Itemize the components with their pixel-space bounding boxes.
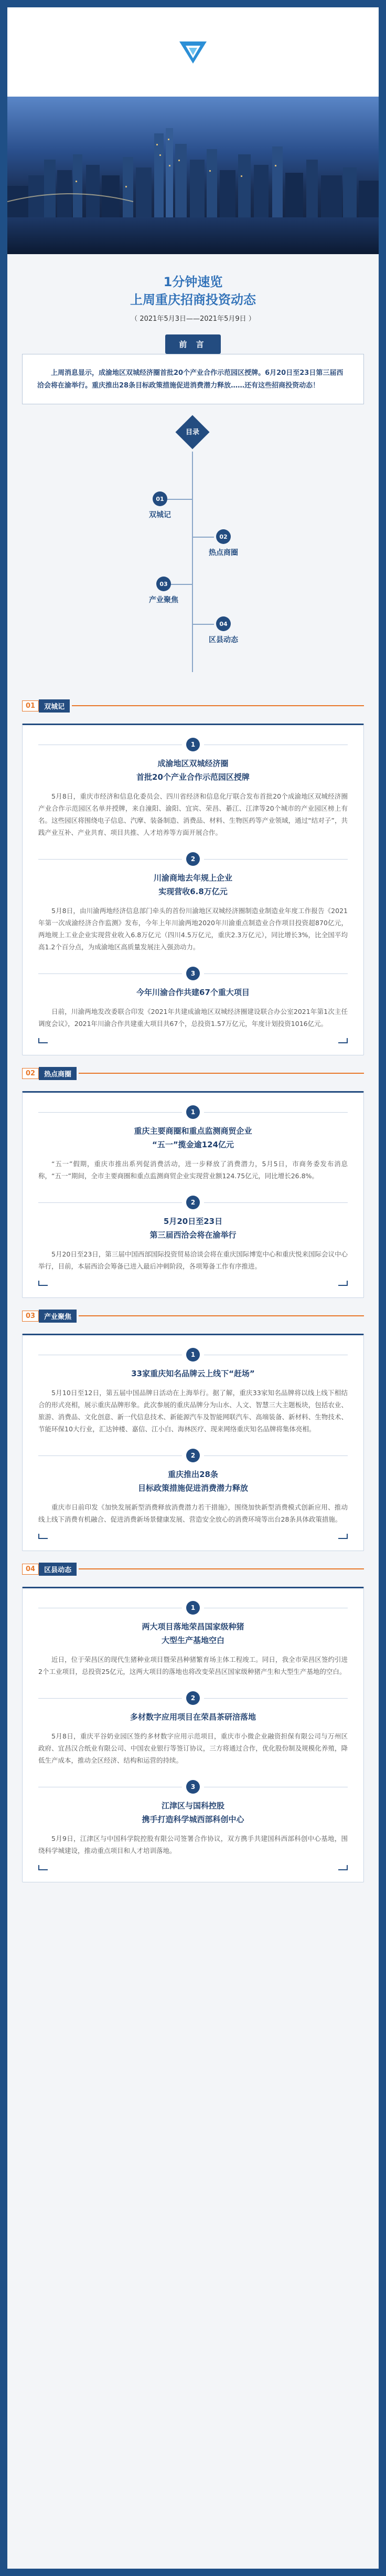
item-num-row <box>38 738 348 751</box>
item-body: 5月20日至23日，第三届中国西部国际投资贸易洽谈会将在重庆国际博览中心和重庆悦来国际会议中心举行，目前，本届西洽会筹备已进入最后冲刺阶段，各项筹备工作有序推进。 <box>38 1250 348 1270</box>
section-card-3 <box>22 1334 364 1551</box>
rule <box>38 859 182 860</box>
item-num-row <box>38 1449 348 1462</box>
toc-label: 目录 <box>185 428 199 436</box>
item-body: 5月8日，重庆平谷奶业园区签约多材数字应用示范项目，重庆市小微企业融资担保有限公司与万州区政府、宜昌汉合纸业有限公司、中国农业银行等签订协议，三方将通过合作，优化股份制及规模化养殖，降低生产成本，推动全区经济、结构和运营的持续。 <box>38 1732 348 1764</box>
rule <box>204 1202 348 1203</box>
item-title: 33家重庆知名品牌云上线下“赶场” <box>131 1369 255 1378</box>
news-item <box>38 852 348 953</box>
toc-item-2[interactable] <box>209 529 238 558</box>
city-skyline-image <box>7 123 379 217</box>
rule <box>38 1112 182 1113</box>
item-title: 重庆主要商圈和重点监测商贸企业 “五一”揽金逾124亿元 <box>134 1126 252 1149</box>
section-num: 01 <box>22 700 39 711</box>
river-water <box>7 217 379 254</box>
corner-decoration <box>38 1036 348 1043</box>
toc-item-1[interactable] <box>149 491 171 520</box>
item-num: 1 <box>186 1601 200 1615</box>
item-num: 3 <box>186 967 200 980</box>
item-num: 2 <box>186 1196 200 1209</box>
toc-text: 双城记 <box>149 511 171 519</box>
section-tag <box>22 1067 79 1080</box>
item-body: 5月9日，江津区与中国科学院控股有限公司签署合作协议，双方携手共建国科西部科创中心基地，围绕科学城建设，推动重点项目和人才培训落地。 <box>38 1835 348 1855</box>
news-item <box>38 1601 348 1678</box>
logo-area <box>7 7 379 97</box>
corner-decoration <box>38 1532 348 1539</box>
rule <box>204 1698 348 1699</box>
item-title: 重庆推出28条 目标政策措施促进消费潜力释放 <box>137 1470 248 1493</box>
section-tag <box>22 1563 79 1576</box>
item-num: 1 <box>186 1105 200 1119</box>
news-item <box>38 1348 348 1435</box>
section-name: 产业聚焦 <box>39 1310 77 1323</box>
news-item <box>38 967 348 1030</box>
brand-logo-icon <box>177 36 209 68</box>
rule <box>204 1112 348 1113</box>
toc-item-4[interactable] <box>209 616 238 645</box>
item-body: 5月8日，重庆市经济和信息化委员会、四川省经济和信息化厅联合发布首批20个成渝地区双城经济圈产业合作示范园区名单并授牌，来自潼阳、渝阳、宜宾、荣昌、綦江、江津等20个城市的产业园区榜上有名。这些园区将围绕电子信息、汽摩、装备制造、消费品、材料、生物医药等产业领域，通过“结对子”，共践产业互补、产业共育、项目共推、人才培养等方面开展合作。 <box>38 792 348 836</box>
item-num: 2 <box>186 852 200 866</box>
news-item <box>38 1691 348 1766</box>
preface-label: 前 言 <box>165 334 220 354</box>
section-header-3 <box>22 1305 364 1326</box>
item-title: 川渝商地去年规上企业 实现营收6.8万亿元 <box>153 873 232 896</box>
rule <box>38 1698 182 1699</box>
item-num: 2 <box>186 1449 200 1462</box>
section-card-1 <box>22 724 364 1055</box>
section-tag <box>22 699 72 713</box>
item-num: 3 <box>186 1780 200 1794</box>
item-num-row <box>38 1780 348 1794</box>
rule <box>38 1455 182 1456</box>
section-name: 区县动态 <box>39 1563 77 1576</box>
corner-decoration <box>38 1279 348 1286</box>
rule <box>38 1202 182 1203</box>
item-title: 5月20日至23日 第三届西洽会将在渝举行 <box>149 1217 237 1240</box>
item-num-row <box>38 852 348 866</box>
item-title: 两大项目落地荣昌国家级种猪 大型生产基地空白 <box>142 1622 244 1645</box>
corner-decoration <box>38 1863 348 1870</box>
preface-text: 上周消息显示，成渝地区双城经济圈首批20个产业合作示范园区授牌。6月20日至23日第三届西洽会将在渝举行。重庆推出28条目标政策措施促进消费潜力释放……还有这些招商投资动态！ <box>22 354 364 404</box>
item-body: 5月10日至12日，第五届中国品牌日活动在上海举行。据了解，重庆33家知名品牌将以线上线下相结合的形式亮相，展示重庆品牌形象。此次参展的重庆品牌分为山水、人文、智慧三大主题板块，包括农业、旅游、消费品、文化创意、新一代信息技术、新能源汽车及智能网联汽车、高端装备、新材料、生物技术、节能环保10大行业，汇达钟楼、嘉信、江小白、海林医疗、现来网络重庆知名品牌将集体亮相。 <box>38 1389 348 1433</box>
toc-num: 02 <box>216 529 231 544</box>
title-block <box>7 254 379 330</box>
item-title: 多材数字应用项目在荣昌茶研涪落地 <box>130 1712 256 1722</box>
news-item <box>38 1780 348 1857</box>
item-title: 今年川渝合作共建67个重大项目 <box>136 988 250 997</box>
toc-text: 产业聚焦 <box>149 596 178 604</box>
section-divider <box>22 705 364 706</box>
section-header-2 <box>22 1063 364 1084</box>
article-container <box>7 7 379 2569</box>
section-num: 02 <box>22 1068 39 1079</box>
toc-num: 01 <box>153 491 167 506</box>
section-header-4 <box>22 1558 364 1579</box>
rule <box>204 1455 348 1456</box>
title-line-1: 1分钟速览 <box>163 275 223 289</box>
toc-text: 区县动态 <box>209 636 238 644</box>
item-body: 5月8日，由川渝两地经济信息部门牵头的首份川渝地区双城经济圈制造业制造业年度工作报告《2021年第一次成渝经济合作监测》发布，今年上年川渝两地2020年川渝重点制造业合作项目投资超870亿元，两地规上工业企业实现营业收入6.8万亿元（四川4.5万亿元，重庆2.3万亿元），同比增长3%，比全国平均高1.2个百分点，为成渝地区高质量发展注入强劲动力。 <box>38 907 348 951</box>
section-header-1 <box>22 695 364 716</box>
news-item <box>38 738 348 839</box>
section-tag <box>22 1310 79 1323</box>
item-body: “五一”假期，重庆市推出系列促消费活动，进一步释放了消费潜力，5月5日，市商务委发布消息称，“五一”期间，全市主要商圈和重点监测商贸企业实现营业额124.75亿元，同比增长26.8%。 <box>38 1160 348 1180</box>
news-item <box>38 1105 348 1182</box>
section-name: 双城记 <box>39 699 70 713</box>
section-card-2 <box>22 1091 364 1298</box>
item-num-row <box>38 1105 348 1119</box>
item-title: 江津区与国科控股 携手打造科学城西部科创中心 <box>142 1801 244 1824</box>
item-num-row <box>38 1348 348 1362</box>
date-range: （ 2021年5月3日——2021年5月9日 ） <box>131 315 255 323</box>
item-title: 成渝地区双城经济圈 首批20个产业合作示范园区授牌 <box>136 759 250 782</box>
toc-num: 03 <box>156 577 171 591</box>
rule <box>204 973 348 974</box>
rule <box>204 859 348 860</box>
item-body: 日前，川渝两地发改委联合印发《2021年共建成渝地区双城经济圈建设联合办公室2021年第1次主任调度会议》，2021年川渝合作共建重大项目共67个，总投资1.57万亿元，年度计划投资1016亿元。 <box>38 1008 348 1028</box>
toc-num: 04 <box>216 616 231 631</box>
rule <box>38 973 182 974</box>
item-num-row <box>38 1691 348 1705</box>
toc-item-3[interactable] <box>149 577 178 605</box>
item-num: 2 <box>186 1691 200 1705</box>
news-item <box>38 1449 348 1525</box>
section-num: 04 <box>22 1564 39 1575</box>
news-item <box>38 1196 348 1272</box>
section-card-4 <box>22 1587 364 1882</box>
toc-text: 热点商圈 <box>209 549 238 557</box>
item-num: 1 <box>186 1348 200 1362</box>
item-num-row <box>38 967 348 980</box>
item-body: 近日，位于荣昌区的现代生猪种业项目暨荣昌种猪繁育场主体工程竣工。同日，我全市荣昌区签约引进2个工业项目，总投资25亿元，这两大项目的落地也将改变荣昌区国家级种猪产生和大型生产基地的空白。 <box>38 1656 348 1676</box>
item-num-row <box>38 1196 348 1209</box>
section-num: 03 <box>22 1311 39 1322</box>
hero-city-image <box>7 97 379 254</box>
title-line-2: 上周重庆招商投资动态 <box>130 292 256 307</box>
item-num-row <box>38 1601 348 1615</box>
toc-line <box>192 452 193 672</box>
preface-header <box>7 334 379 354</box>
item-body: 重庆市日前印发《加快发展新型消费释放消费潜力若干措施》，围绕加快新型消费模式创新应用、推动线上线下消费有机融合、促进消费新场景健康发展、营造安全放心的消费环境等出台28条具体政策措施。 <box>38 1503 348 1523</box>
item-num: 1 <box>186 738 200 751</box>
table-of-contents <box>7 415 379 688</box>
section-name: 热点商圈 <box>39 1067 77 1080</box>
